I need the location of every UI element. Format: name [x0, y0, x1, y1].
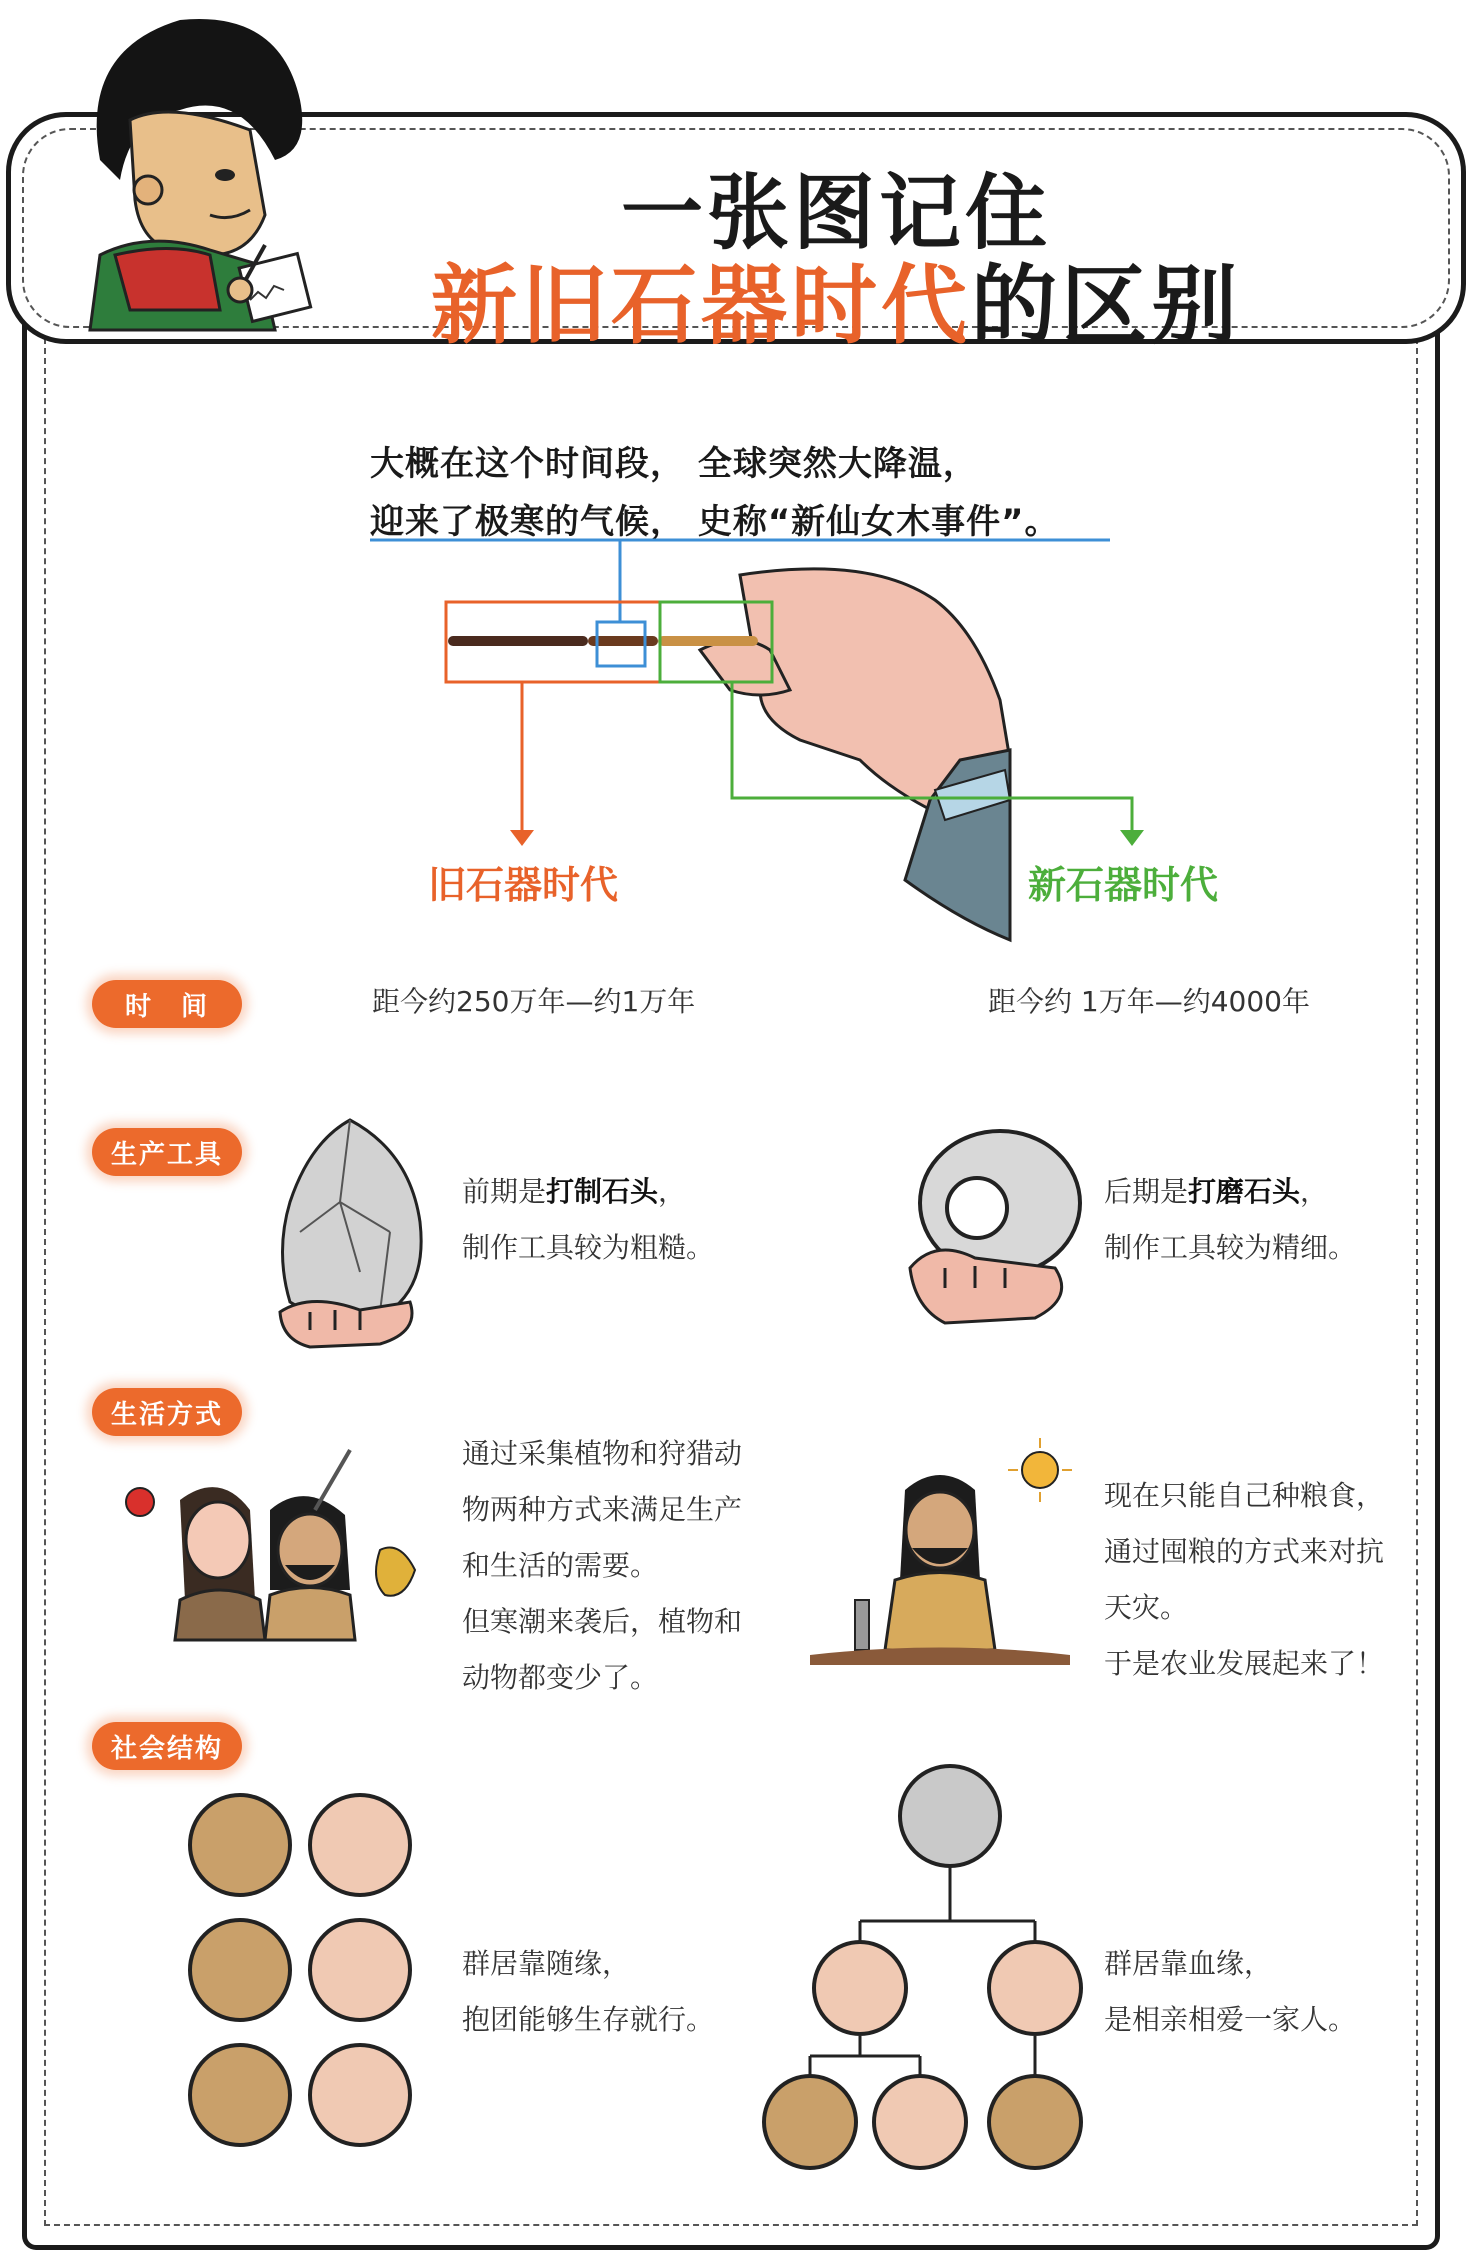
old-tools-line2: 制作工具较为粗糙。 — [462, 1231, 715, 1264]
page-title-line1: 一张图记住 — [620, 166, 1051, 261]
old-society-line2: 抱团能够生存就行。 — [462, 2003, 715, 2036]
old-tools-bold: 打制石头 — [546, 1175, 659, 1208]
new-tools-line2: 制作工具较为精细。 — [1104, 1231, 1357, 1264]
random-group-illustration — [180, 1790, 430, 2160]
old-time-range: 距今约250万年—约1万年 — [372, 985, 696, 1018]
old-tools-pre: 前期是 — [462, 1175, 547, 1208]
new-tools-post: ， — [1300, 1175, 1329, 1208]
new-life-line1: 现在只能自己种粮食， — [1104, 1479, 1385, 1512]
new-era-label: 新石器时代 — [1028, 863, 1219, 907]
polished-stone-ring-illustration — [905, 1128, 1085, 1328]
old-tools-post: ， — [658, 1175, 687, 1208]
society-label-pill: 社会结构 — [92, 1722, 242, 1770]
time-label-pill: 时 间 — [92, 980, 242, 1028]
title-highlight: 新旧石器时代 — [431, 256, 971, 356]
old-society-line1: 群居靠随缘， — [462, 1947, 631, 1980]
title-rest: 的区别 — [971, 256, 1241, 356]
intro-line1: 大概在这个时间段， 全球突然大降温， — [370, 444, 978, 484]
life-label-pill: 生活方式 — [92, 1388, 242, 1436]
old-era-label: 旧石器时代 — [428, 863, 619, 907]
new-tools-pre: 后期是 — [1104, 1175, 1189, 1208]
new-time-range: 距今约 1万年—约4000年 — [988, 985, 1310, 1018]
farmer-illustration — [800, 1430, 1080, 1680]
old-life-line4: 但寒潮来袭后，植物和 — [462, 1605, 743, 1638]
new-tools-line1 — [1104, 1164, 1328, 1220]
old-life-line5: 动物都变少了。 — [462, 1661, 659, 1694]
new-society-line2: 是相亲相爱一家人。 — [1104, 2003, 1357, 2036]
chipped-stone-tool-illustration — [270, 1112, 440, 1352]
tools-label-pill: 生产工具 — [92, 1128, 242, 1176]
timeline-diagram — [0, 0, 1472, 960]
new-life-line3: 天灾。 — [1104, 1591, 1189, 1624]
hunter-gatherers-illustration — [100, 1430, 440, 1650]
new-society-line1: 群居靠血缘， — [1104, 1947, 1273, 1980]
intro-line2: 迎来了极寒的气候， 史称“新仙女木事件”。 — [370, 502, 1060, 542]
new-life-line4: 于是农业发展起来了！ — [1104, 1647, 1385, 1680]
old-life-line2: 物两种方式来满足生产 — [462, 1493, 743, 1526]
new-life-line2: 通过囤粮的方式来对抗 — [1104, 1535, 1385, 1568]
old-life-line3: 和生活的需要。 — [462, 1549, 659, 1582]
old-life-line1: 通过采集植物和狩猎动 — [462, 1437, 743, 1470]
family-tree-illustration — [750, 1756, 1100, 2176]
new-tools-bold: 打磨石头 — [1188, 1175, 1301, 1208]
old-tools-line1 — [462, 1164, 686, 1220]
